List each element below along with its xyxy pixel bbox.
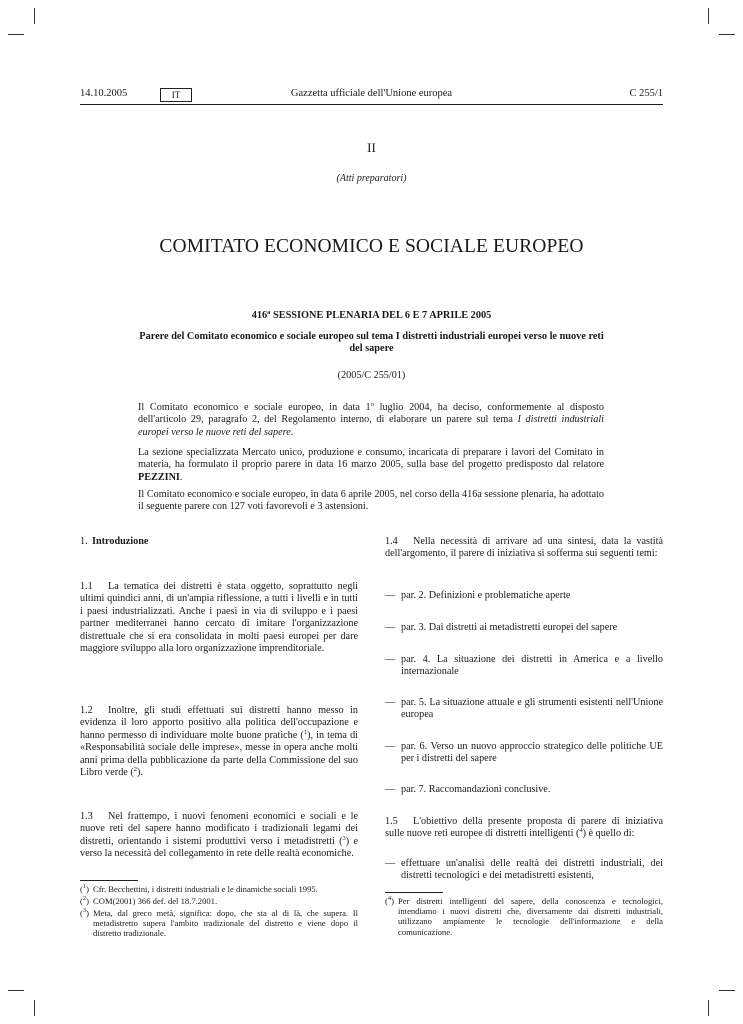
- topic-list-item: [385, 622, 663, 634]
- paragraph-text: Nella necessità di arrivare ad una sintesi, data la vastità dell'argomento, il parere di iniziativa si sofferma sui seguenti temi:: [385, 536, 663, 560]
- part-number: II: [367, 140, 376, 155]
- crop-mark: [8, 34, 24, 35]
- objective-list-item: [385, 858, 663, 883]
- list-item-text: par. 3. Dai distretti ai metadistretti europei del sapere: [401, 622, 618, 633]
- paragraph-1-3: [80, 811, 358, 861]
- topic-list-item: [385, 590, 663, 602]
- paragraph-text: Inoltre, gli studi effettuati sui distretti hanno messo in evidenza il loro apporto positivo alla politica dell'occupazione e hanno permesso di individuare molte buone pratiche (: [80, 705, 358, 741]
- paragraph-text: ).: [137, 767, 143, 779]
- footnote-2: [80, 896, 358, 906]
- list-item-text: effettuare un'analisi delle realtà dei distretti industriali, dei distretti tecnologici e dei metadistretti esistenti,: [401, 858, 663, 882]
- paragraph-text: Nel frattempo, i nuovi fenomeni economici e sociali e le nuove reti del sapere hanno modificato i tradizionali legami dei distretti, orientando i sistemi produttivi verso i metadistretti (: [80, 811, 358, 847]
- footnote-ref: 2: [133, 766, 137, 774]
- crop-mark: [708, 1000, 709, 1016]
- paragraph-number: 1.2: [80, 705, 93, 716]
- list-item-text: par. 7. Raccomandazioni conclusive.: [401, 784, 551, 795]
- header-date: 14.10.2005: [80, 88, 128, 99]
- intro-paragraph-3: Il Comitato economico e sociale europeo, in data 6 aprile 2005, nel corso della 416a sessione plenaria, ha adottato il seguente parere con 127 voti favorevoli e 3 astensioni.: [138, 489, 604, 513]
- crop-mark: [719, 990, 735, 991]
- footnote-mark: ($^2$): [80, 895, 89, 906]
- intro-text: Il Comitato economico e sociale europeo, in data 1: [138, 402, 371, 413]
- footnote-text: Per distretti intelligenti del sapere, della conoscenza e tecnologici, intendiamo i nuovi distretti che, diversamente dai distretti industriali, utilizzano ampiamente le tecnologie dell'informazione e della comunicazione.: [398, 896, 663, 937]
- list-item-text: par. 5. La situazione attuale e gli strumenti esistenti nell'Unione europea: [401, 697, 663, 721]
- footnote-mark: ($^3$): [80, 907, 89, 918]
- paragraph-text: ) e verso la necessità del collegamento in rete delle realtà economiche.: [80, 835, 358, 860]
- language-code-box: IT: [160, 88, 192, 102]
- header-page-ref: C 255/1: [629, 88, 663, 99]
- document-reference: (2005/C 255/01): [337, 370, 406, 381]
- dash-marker: —: [385, 697, 396, 708]
- paragraph-number: 1.4: [385, 536, 398, 547]
- footnote-1: [80, 884, 358, 894]
- opinion-title: Parere del Comitato economico e sociale europeo sul tema I distretti industriali europei verso le nuove reti del sapere: [139, 331, 604, 355]
- intro-paragraph-2: [138, 447, 604, 484]
- ordinal-mark: o: [370, 401, 374, 408]
- footnote-4: [385, 896, 663, 937]
- paragraph-1-2: [80, 705, 358, 779]
- footnote-text: Cfr. Becchettini, i distretti industriali e le dinamiche sociali 1995.: [93, 884, 318, 894]
- topic-list-item: [385, 654, 663, 679]
- footnote-mark: ($^1$): [80, 883, 89, 894]
- session-number: 416: [251, 310, 268, 321]
- paragraph-text: ), in tema di «Responsabilità sociale delle imprese», messe in opera anche molti anni prima della pubblicazione da parte della Commissione del suo Libro verde (: [80, 729, 358, 779]
- footnote-text: COM(2001) 366 def. del 18.7.2001.: [93, 896, 218, 906]
- paragraph-number: 1.1: [80, 581, 93, 592]
- intro-text: luglio 2004, ha deciso, conformemente al disposto dell'articolo 29, paragrafo 2, del Regolamento interno, di elaborare un parere sul tema: [138, 402, 604, 426]
- section-title: Introduzione: [92, 536, 149, 547]
- topic-list-item: [385, 697, 663, 722]
- header-rule: [80, 104, 663, 105]
- footnote-ref: 4: [579, 827, 583, 835]
- footnote-ref: 3: [342, 834, 346, 842]
- footnote-separator: [80, 880, 138, 881]
- paragraph-1-5: [385, 816, 663, 841]
- paragraph-1-4: [385, 536, 663, 561]
- header-journal-title: Gazzetta ufficiale dell'Unione europea: [290, 88, 453, 99]
- list-item-text: par. 4. La situazione dei distretti in America e a livello internazionale: [401, 654, 663, 678]
- crop-mark: [34, 8, 35, 24]
- opinion-topic-italic: I distretti industriali europei verso le nuove reti del sapere: [138, 414, 604, 438]
- intro-text: .: [179, 471, 183, 483]
- list-item-text: par. 2. Definizioni e problematiche aperte: [401, 590, 571, 601]
- intro-paragraph-1: [138, 402, 604, 439]
- session-text: SESSIONE PLENARIA DEL 6 E 7 APRILE 2005: [270, 310, 492, 321]
- list-item-text: par. 6. Verso un nuovo approccio strategico delle politiche UE per i distretti del sapere: [401, 741, 663, 765]
- crop-mark: [719, 34, 735, 35]
- dash-marker: —: [385, 654, 396, 665]
- footnote-mark: ($^4$): [385, 895, 394, 906]
- paragraph-text: L'obiettivo della presente proposta di parere di iniziativa sulle nuove reti europee di distretti intelligenti (: [385, 816, 663, 840]
- paragraph-text: ) è quello di:: [582, 828, 635, 840]
- dash-marker: —: [385, 741, 396, 752]
- footnote-ref: 1: [303, 728, 308, 736]
- part-subtitle: (Atti preparatori): [336, 173, 407, 184]
- dash-marker: —: [385, 622, 396, 633]
- topic-list-item: [385, 741, 663, 766]
- crop-mark: [708, 8, 709, 24]
- crop-mark: [34, 1000, 35, 1016]
- footnote-3: [80, 908, 358, 939]
- topic-list-item: [385, 784, 663, 796]
- crop-mark: [8, 990, 24, 991]
- section-heading: [80, 536, 358, 548]
- committee-title: COMITATO ECONOMICO E SOCIALE EUROPEO: [159, 236, 584, 257]
- paragraph-number: 1.5: [385, 816, 398, 827]
- footnote-text: Meta, dal greco metà, significa: dopo, che sta al di là, che supera. Il metadistretto supera l'ambito tradizionale del distretto e viene dopo il distretto tradizionale.: [93, 908, 358, 939]
- dash-marker: —: [385, 858, 396, 869]
- footnote-separator: [385, 892, 443, 893]
- session-ordinal: a: [267, 309, 271, 316]
- intro-text: .: [290, 426, 294, 438]
- intro-text: La sezione specializzata Mercato unico, produzione e consumo, incaricata di preparare i lavori del Comitato in materia, ha formulato il proprio parere in data 16 marzo 2005, sulla base del progetto predisposto dal relatore: [138, 447, 604, 471]
- dash-marker: —: [385, 590, 396, 601]
- paragraph-number: 1.3: [80, 811, 93, 822]
- section-number: 1.: [80, 536, 88, 547]
- rapporteur-name: PEZZINI: [138, 471, 180, 483]
- paragraph-1-1: [80, 581, 358, 655]
- session-heading: [0, 310, 743, 321]
- dash-marker: —: [385, 784, 396, 795]
- paragraph-text: La tematica dei distretti è stata oggetto, soprattutto negli ultimi quindici anni, di un'ampia riflessione, a tutti i livelli e in tutti i paesi industrializzati. Anche i paesi in via di sviluppo e i paesi partner mediterranei hanno cercato di imitare l'organizzazione distrettuale che si era consolidata in molti paesi europei per dare maggiore sviluppo alla loro organizzazione imprenditoriale.: [80, 581, 358, 655]
